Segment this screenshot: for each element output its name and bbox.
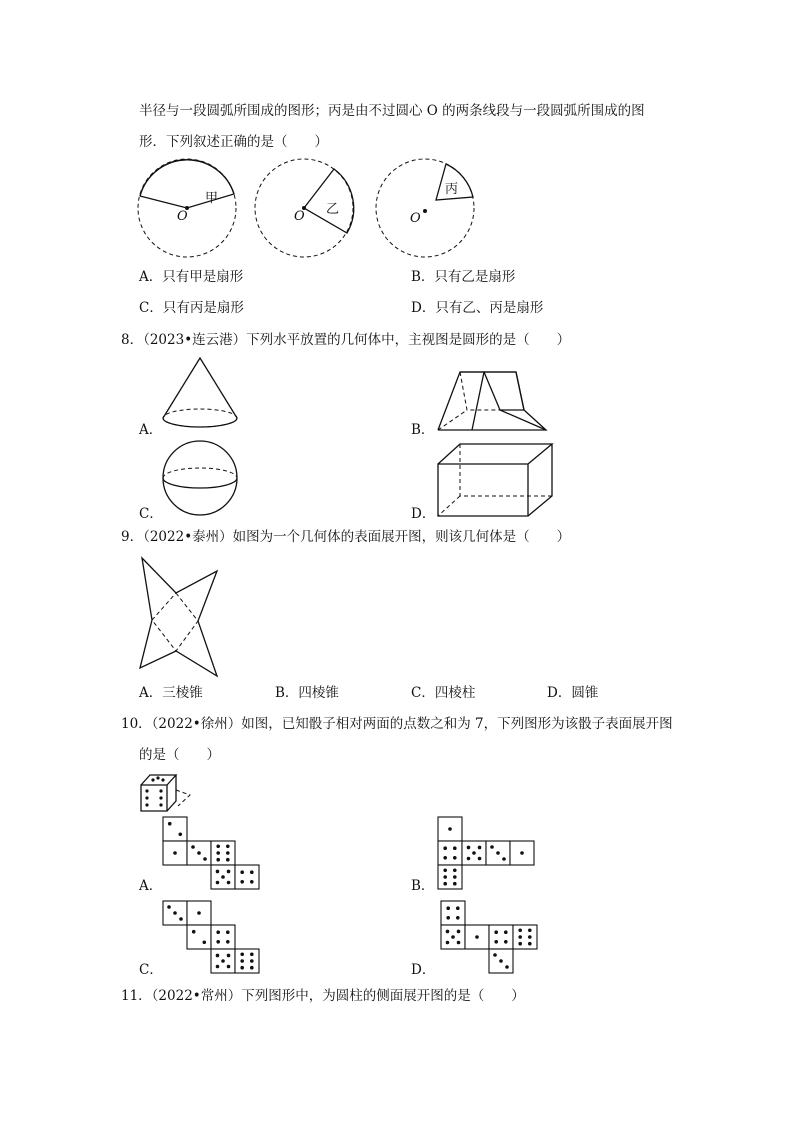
q9-option-b: B．四棱锥 [275,685,339,701]
q9-option-c: C．四棱柱 [411,685,476,701]
q11-stem: 11．（2022•常州）下列图形中，为圆柱的侧面展开图的是（ ） [121,988,525,1004]
q7-option-c: C．只有丙是扇形 [139,300,244,316]
net-d-face [513,925,537,949]
q7-line2: 形．下列叙述正确的是（ ） [139,134,328,150]
label-bing: 丙 [445,182,459,197]
label-o-3: O [410,211,421,226]
q8-option-b: B． [411,422,435,438]
net-a-face [163,841,187,865]
net-b-face [438,817,462,841]
q8-option-c: C． [139,506,163,522]
q8-stem: 8．（2023•连云港）下列水平放置的几何体中，主视图是圆形的是（ ） [121,332,571,348]
q10-line1: 10．（2022•徐州）如图，已知骰子相对两面的点数之和为 7，下列图形为该骰子表面展开图 [121,716,673,732]
q7-option-d: D．只有乙、丙是扇形 [411,300,544,316]
reference-die [141,775,190,811]
net-b-face [462,841,486,865]
net-b-face [510,841,534,865]
net-c-face [211,925,235,949]
net-a-face [211,841,235,865]
q9-stem: 9．（2022•泰州）如图为一个几何体的表面展开图，则该几何体是（ ） [121,529,571,545]
net-a-face [163,817,187,841]
q7-option-b: B．只有乙是扇形 [411,269,516,285]
q10-option-c: C． [139,962,163,978]
net-a-face [187,841,211,865]
q10-option-a: A． [139,878,163,894]
label-o-1: O [177,209,188,224]
q9-option-d: D．圆锥 [547,685,599,701]
q8-option-d: D． [411,506,436,522]
net-a-face [211,865,235,889]
net-a-face [235,865,259,889]
q8-option-a: A． [139,422,163,438]
net-d-face [441,925,465,949]
q10-option-b: B． [411,878,435,894]
net-c-face [163,901,187,925]
q9-option-a: A．三棱锥 [139,685,203,701]
net-d-face [489,925,513,949]
label-jia: 甲 [205,191,219,206]
label-o-2: O [294,209,305,224]
label-yi: 乙 [326,202,340,217]
net-b-face [438,841,462,865]
net-b-face [486,841,510,865]
net-d-face [489,949,513,973]
net-d-face [465,925,489,949]
q7-option-a: A．只有甲是扇形 [139,269,244,285]
net-c-face [235,949,259,973]
q10-option-d: D． [411,962,436,978]
net-d-face [441,901,465,925]
q10-line2: 的是（ ） [139,747,220,763]
net-c-face [187,901,211,925]
net-c-face [211,949,235,973]
net-c-face [187,925,211,949]
q7-line1: 半径与一段圆弧所围成的图形；丙是由不过圆心 O 的两条线段与一段圆弧所围成的图 [139,103,645,119]
net-b-face [438,865,462,889]
